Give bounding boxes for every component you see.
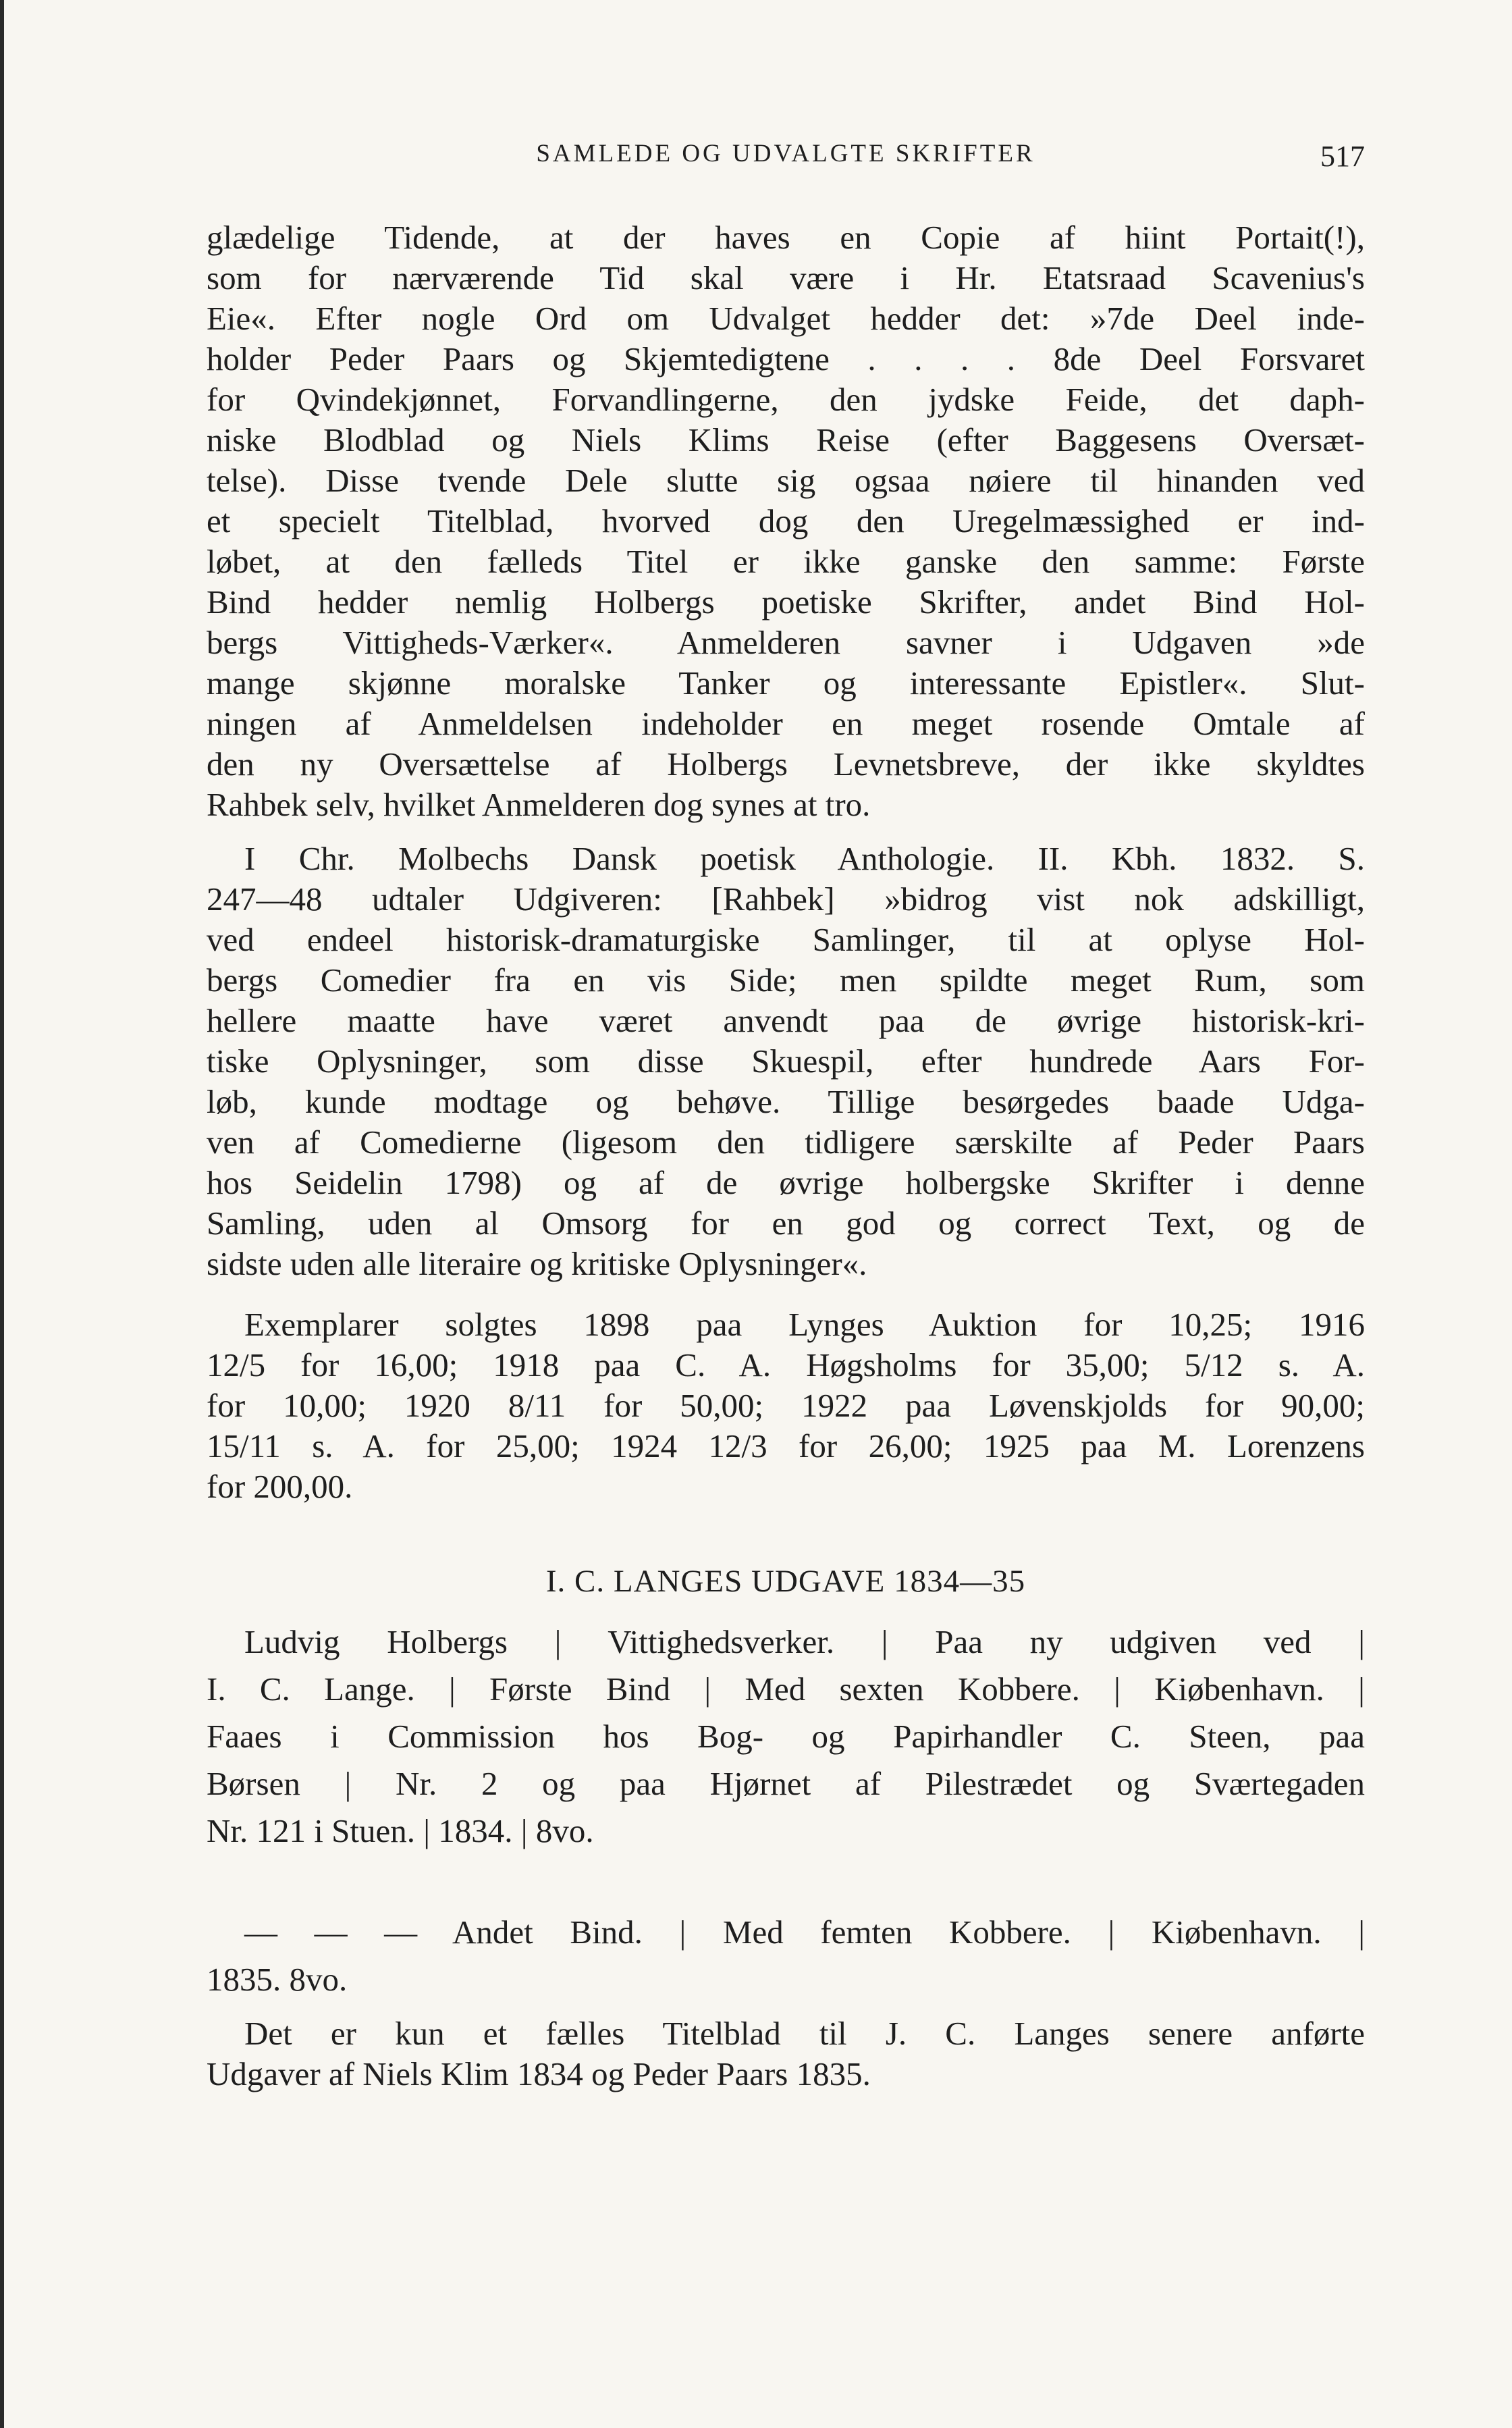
text-line: ningen af Anmeldelsen indeholder en meget rosende Omtale af [207,705,1365,742]
text-line: Rahbek selv, hvilket Anmelderen dog synes at tro. [207,786,871,823]
text-line: 1835. 8vo. [207,1961,348,1998]
text-line: 12/5 for 16,00; 1918 paa C. A. Høgsholms for 35,00; 5/12 s. A. [207,1346,1365,1383]
text-line: Eie«. Efter nogle Ord om Udvalget hedder det: »7de Deel inde- [207,300,1365,337]
text-line: for 10,00; 1920 8/11 for 50,00; 1922 paa Løvenskjolds for 90,00; [207,1387,1365,1424]
text-line: hellere maatte have været anvendt paa de øvrige historisk-kri- [207,1002,1365,1039]
text-line: holder Peder Paars og Skjemtedigtene . . . . 8de Deel Forsvaret [207,340,1365,377]
text-line: løb, kunde modtage og behøve. Tillige besørgedes baade Udga- [207,1083,1365,1120]
page-number: 517 [1320,140,1365,173]
text-line: niske Blodblad og Niels Klims Reise (efter Baggesens Oversæt- [207,421,1365,458]
text-line: løbet, at den fælleds Titel er ikke ganske den samme: Første [207,543,1365,580]
running-head [207,139,1365,180]
text-line: Det er kun et fælles Titelblad til J. C. Langes senere anførte [244,2015,1365,2052]
text-line: 247—48 udtaler Udgiveren: [Rahbek] »bidrog vist nok adskilligt, [207,880,1365,918]
text-line: I Chr. Molbechs Dansk poetisk Anthologie. II. Kbh. 1832. S. [244,840,1365,877]
text-line: for Qvindekjønnet, Forvandlingerne, den jydske Feide, det daph- [207,381,1365,418]
text-line: for 200,00. [207,1468,353,1505]
text-line: som for nærværende Tid skal være i Hr. Etatsraad Scavenius's [207,259,1365,296]
text-line: bergs Comedier fra en vis Side; men spildte meget Rum, som [207,961,1365,999]
text-line: Børsen | Nr. 2 og paa Hjørnet af Pilestrædet og Sværtegaden [207,1765,1365,1802]
text-line: ven af Comedierne (ligesom den tidligere særskilte af Peder Paars [207,1124,1365,1161]
text-line: sidste uden alle literaire og kritiske Oplysninger«. [207,1245,867,1282]
text-line: hos Seidelin 1798) og af de øvrige holbergske Skrifter i denne [207,1164,1365,1201]
text-line: I. C. Lange. | Første Bind | Med sexten Kobbere. | Kiøbenhavn. | [207,1670,1365,1708]
text-line: mange skjønne moralske Tanker og interessante Epistler«. Slut- [207,664,1365,702]
running-title: SAMLEDE OG UDVALGTE SKRIFTER [536,140,1035,167]
text-line: tiske Oplysninger, som disse Skuespil, efter hundrede Aars For- [207,1043,1365,1080]
text-line: — — — Andet Bind. | Med femten Kobbere. | Kiøbenhavn. | [244,1914,1365,1951]
text-line: Udgaver af Niels Klim 1834 og Peder Paars 1835. [207,2055,871,2092]
text-line: Nr. 121 i Stuen. | 1834. | 8vo. [207,1812,594,1849]
text-line: Bind hedder nemlig Holbergs poetiske Skrifter, andet Bind Hol- [207,583,1365,621]
text-line: Samling, uden al Omsorg for en god og correct Text, og de [207,1205,1365,1242]
text-line: Ludvig Holbergs | Vittighedsverker. | Paa ny udgiven ved | [244,1623,1365,1660]
text-line: telse). Disse tvende Dele slutte sig ogsaa nøiere til hinanden ved [207,462,1365,499]
section-heading: I. C. LANGES UDGAVE 1834—35 [545,1564,1026,1599]
text-line: glædelige Tidende, at der haves en Copie af hiint Portait(!), [207,219,1365,256]
text-line: bergs Vittigheds-Værker«. Anmelderen savner i Udgaven »de [207,624,1365,661]
text-line: Faaes i Commission hos Bog- og Papirhandler C. Steen, paa [207,1718,1365,1755]
text-line: ved endeel historisk-dramaturgiske Samlinger, til at oplyse Hol- [207,921,1365,958]
text-line: den ny Oversættelse af Holbergs Levnetsbreve, der ikke skyldtes [207,745,1365,783]
text-line: Exemplarer solgtes 1898 paa Lynges Auktion for 10,25; 1916 [244,1306,1365,1343]
text-line: et specielt Titelblad, hvorved dog den Uregelmæssighed er ind- [207,502,1365,539]
text-line: 15/11 s. A. for 25,00; 1924 12/3 for 26,00; 1925 paa M. Lorenzens [207,1427,1365,1464]
